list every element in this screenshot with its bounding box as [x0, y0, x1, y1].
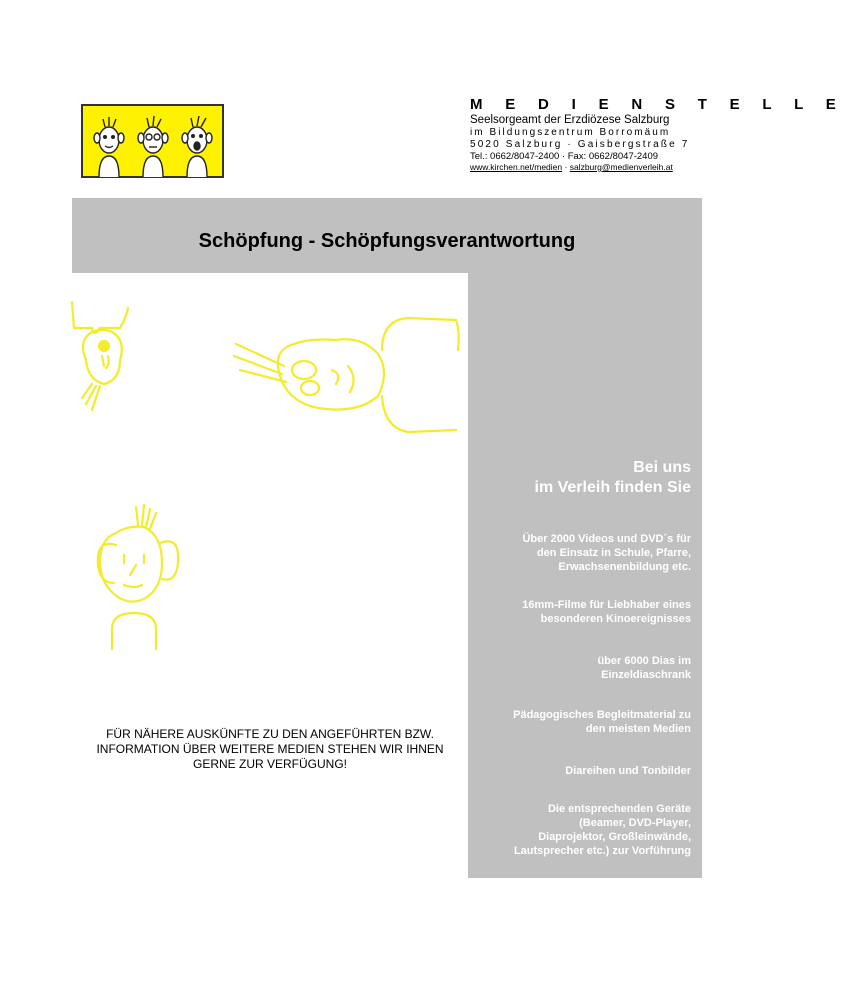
organization-location: im Bildungszentrum Borromäum	[470, 127, 671, 138]
medienstelle-logo	[81, 104, 224, 178]
service-item-materials: Pädagogisches Begleitmaterial zu den meisten Medien	[513, 709, 691, 735]
website-link[interactable]: www.kirchen.net/medien	[470, 162, 563, 172]
organization-subtitle: Seelsorgeamt der Erzdiözese Salzburg	[470, 114, 670, 126]
services-panel	[468, 273, 702, 878]
organization-title: M E D I E N S T E L L E	[470, 96, 845, 113]
services-heading-line1: Bei uns	[633, 459, 691, 476]
services-heading-line2: im Verleih finden Sie	[534, 479, 691, 496]
doodle-face-front	[90, 505, 180, 650]
organization-web-email	[470, 162, 702, 173]
email-link[interactable]: salzburg@medienverleih.at	[569, 162, 673, 172]
organization-phone-fax: Tel.: 0662/8047-2400 · Fax: 0662/8047-2409	[470, 151, 659, 162]
doodle-face-sideways	[232, 310, 464, 440]
contact-header	[470, 96, 845, 173]
doodle-figure-small	[68, 300, 138, 415]
info-note: FÜR NÄHERE AUSKÜNFTE ZU DEN ANGEFÜHRTEN BZW. INFORMATION ÜBER WEITERE MEDIEN STEHEN WIR IHNEN GERNE ZUR VERFÜGUNG!	[96, 727, 444, 771]
service-item-16mm-films: 16mm-Filme für Liebhaber eines besonderen Kinoereignisses	[522, 599, 691, 625]
link-separator: ·	[562, 162, 570, 172]
service-item-slides: über 6000 Dias im Einzeldiaschrank	[597, 655, 691, 681]
document-title: Schöpfung - Schöpfungsverantwortung	[198, 230, 576, 252]
title-band	[72, 198, 702, 273]
service-item-equipment: Die entsprechenden Geräte (Beamer, DVD-Player, Diaprojektor, Großleinwände, Lautsprecher etc.) zur Vorführung	[513, 803, 691, 857]
services-heading	[535, 458, 692, 498]
organization-address: 5020 Salzburg · Gaisbergstraße 7	[470, 139, 690, 150]
service-item-videos: Über 2000 Videos und DVD´s für den Einsatz in Schule, Pfarre, Erwachsenenbildung etc.	[522, 533, 691, 573]
service-item-slide-series: Diareihen und Tonbilder	[565, 765, 691, 777]
